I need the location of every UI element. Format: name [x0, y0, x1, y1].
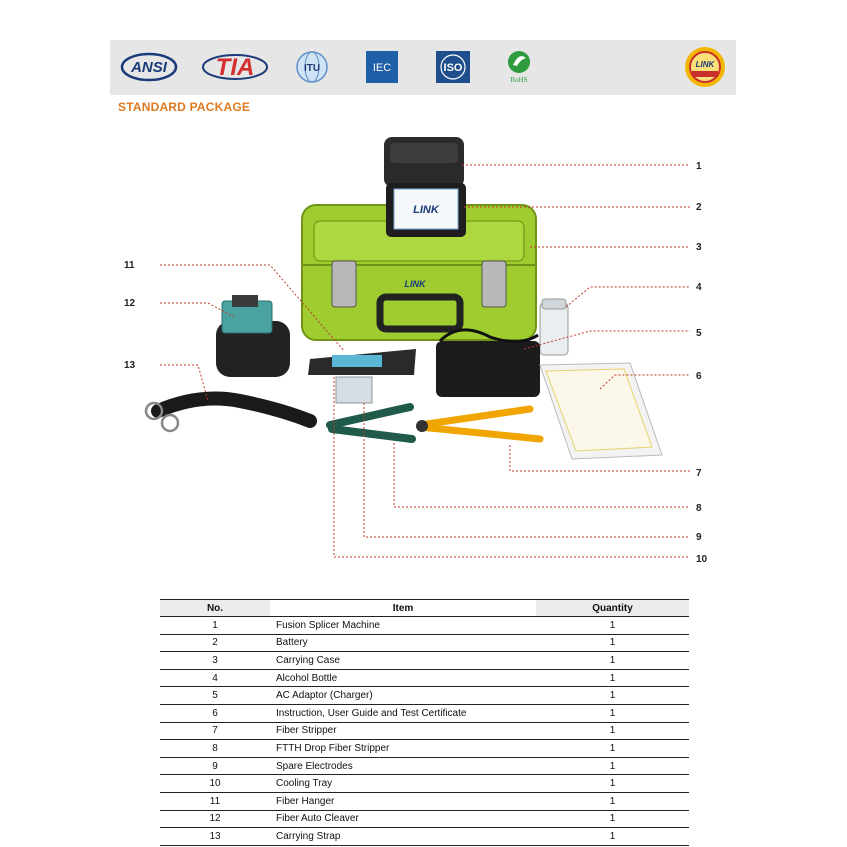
table-row: [160, 775, 689, 793]
itu-logo-text: ITU: [303, 63, 321, 74]
row-no: 13: [160, 828, 270, 846]
table-row: [160, 652, 689, 670]
row-item: Fiber Auto Cleaver: [270, 810, 536, 828]
row-no: 12: [160, 810, 270, 828]
iso-logo: [435, 50, 471, 84]
table-row: [160, 722, 689, 740]
table-header-row: [160, 600, 689, 617]
callout-3: 3: [696, 242, 702, 253]
table-row: [160, 740, 689, 758]
callout-10: 10: [696, 554, 708, 565]
row-qty: 1: [536, 652, 689, 670]
fiber-cleaver-illustration: [216, 295, 290, 377]
row-no: 3: [160, 652, 270, 670]
row-qty: 1: [536, 792, 689, 810]
row-qty: 1: [536, 740, 689, 758]
row-qty: 1: [536, 775, 689, 793]
row-qty: 1: [536, 617, 689, 635]
iec-logo-text: IEC: [372, 62, 392, 74]
link-logo: [684, 46, 726, 88]
ftth-stripper-illustration: [330, 407, 412, 439]
row-item: Instruction, User Guide and Test Certificate: [270, 704, 536, 722]
callout-6: 6: [696, 371, 702, 382]
callout-1: 1: [696, 161, 702, 172]
row-item: Carrying Case: [270, 652, 536, 670]
row-no: 11: [160, 792, 270, 810]
carrying-strap-illustration: [146, 399, 310, 431]
tia-logo-text: TIA: [215, 54, 255, 81]
link-logo-text: LINK: [695, 60, 715, 69]
fiber-stripper-illustration: [416, 409, 540, 439]
row-qty: 1: [536, 722, 689, 740]
iso-logo-text: ISO: [443, 62, 463, 74]
table-row: [160, 669, 689, 687]
row-no: 9: [160, 757, 270, 775]
table-row: [160, 757, 689, 775]
row-qty: 1: [536, 757, 689, 775]
row-qty: 1: [536, 810, 689, 828]
row-item: Fiber Stripper: [270, 722, 536, 740]
screen-link-text: LINK: [413, 204, 439, 216]
header-item: Item: [270, 600, 536, 617]
row-item: Battery: [270, 634, 536, 652]
ansi-logo-text: ANSI: [131, 59, 167, 76]
table-row: [160, 810, 689, 828]
table-row: [160, 828, 689, 846]
header-quantity: Quantity: [536, 600, 689, 617]
row-item: FTTH Drop Fiber Stripper: [270, 740, 536, 758]
callout-5: 5: [696, 328, 702, 339]
documents-illustration: [540, 363, 662, 459]
callout-2: 2: [696, 202, 702, 213]
row-item: Cooling Tray: [270, 775, 536, 793]
callout-9: 9: [696, 532, 702, 543]
row-qty: 1: [536, 669, 689, 687]
row-no: 7: [160, 722, 270, 740]
row-no: 6: [160, 704, 270, 722]
callout-4: 4: [696, 282, 702, 293]
table-row: [160, 617, 689, 635]
standards-logo-bar: [110, 40, 736, 95]
row-qty: 1: [536, 687, 689, 705]
row-no: 2: [160, 634, 270, 652]
callout-8: 8: [696, 503, 702, 514]
ansi-logo: [120, 50, 178, 84]
alcohol-bottle-illustration: [540, 299, 568, 355]
itu-logo: [295, 50, 329, 84]
spare-electrodes-illustration: [336, 377, 372, 403]
package-photo: [110, 125, 736, 585]
callout-12: 12: [124, 298, 136, 309]
package-items-table: [160, 599, 689, 846]
row-item: Carrying Strap: [270, 828, 536, 846]
callout-13: 13: [124, 360, 136, 371]
row-item: Fiber Hanger: [270, 792, 536, 810]
row-no: 10: [160, 775, 270, 793]
row-no: 8: [160, 740, 270, 758]
table-row: [160, 687, 689, 705]
rohs-logo-text: RoHS: [510, 76, 528, 84]
table-row: [160, 634, 689, 652]
callout-11: 11: [124, 260, 135, 271]
table-row: [160, 792, 689, 810]
tia-logo: [200, 50, 270, 84]
cooling-tray-illustration: [308, 349, 416, 375]
case-link-text: LINK: [404, 279, 426, 289]
row-item: Spare Electrodes: [270, 757, 536, 775]
row-no: 4: [160, 669, 270, 687]
row-item: AC Adaptor (Charger): [270, 687, 536, 705]
callout-7: 7: [696, 468, 702, 479]
row-no: 5: [160, 687, 270, 705]
header-no: No.: [160, 600, 270, 617]
row-item: Alcohol Bottle: [270, 669, 536, 687]
row-qty: 1: [536, 828, 689, 846]
rohs-logo: [500, 50, 538, 84]
row-qty: 1: [536, 634, 689, 652]
row-no: 1: [160, 617, 270, 635]
iec-logo: [365, 50, 399, 84]
section-title: STANDARD PACKAGE: [118, 100, 251, 114]
row-qty: 1: [536, 704, 689, 722]
table-row: [160, 704, 689, 722]
row-item: Fusion Splicer Machine: [270, 617, 536, 635]
fusion-splicer-illustration: [384, 137, 466, 237]
